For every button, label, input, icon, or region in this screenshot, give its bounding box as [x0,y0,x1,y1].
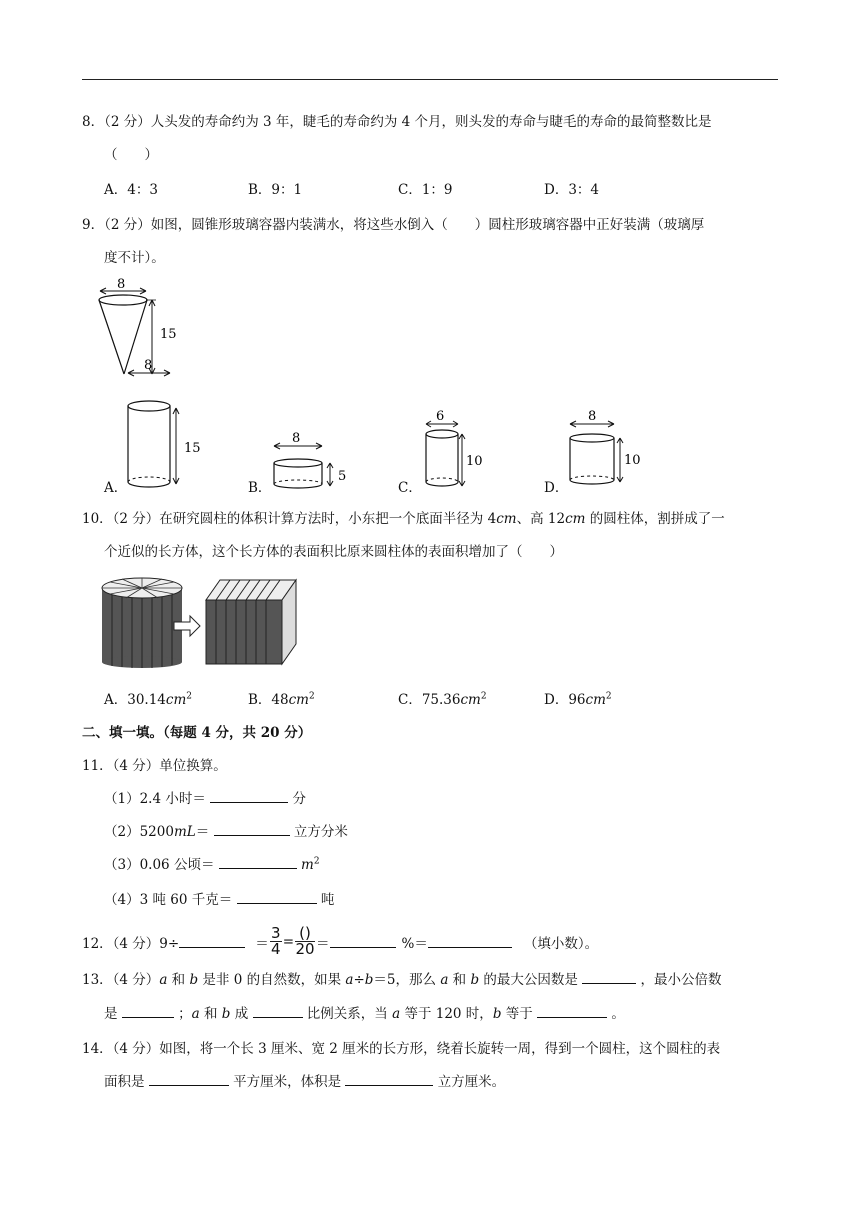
q10-stem-line2: 个近似的长方体，这个长方体的表面积比原来圆柱体的表面积增加了（ ） [104,544,563,560]
q9-option-c[interactable]: C． [398,480,422,496]
q14-stem: 14．（4 分）如图，将一个长 3 厘米、宽 2 厘米的长方形，绕着长旋转一周，得到一个圆柱，这个圆柱的表 [82,1041,721,1057]
q13-stem: 13．（4 分）a 和 b 是非 0 的自然数，如果 a÷b＝5，那么 a 和 b 的最大公因数是 ，最小公倍数 [82,972,722,988]
q9-option-b[interactable]: B． [248,480,272,496]
q9-option-a[interactable]: A． [104,480,128,496]
q9-option-d[interactable]: D． [544,480,569,496]
q11-item-1: （1）2.4 小时＝ 分 [104,791,306,807]
answer-blank[interactable] [214,823,290,836]
answer-blank[interactable] [219,856,297,869]
q11-stem: 11．（4 分）单位换算。 [82,758,227,774]
cone-diameter-label: 8 [117,277,126,292]
q10-option-d[interactable]: D．$96cm^2$ [544,691,612,708]
q8-stem: 8．（2 分）人头发的寿命约为 3 年，睫毛的寿命约为 4 个月，则头发的寿命与睫毛的寿命的最简整数比是 [82,114,712,130]
svg-text:5: 5 [338,469,347,484]
cylinder-d-figure [564,410,654,492]
q8-option-a[interactable]: A．4：3 [104,182,158,198]
svg-text:8: 8 [144,358,153,373]
q8-paren: （ ） [104,147,158,163]
svg-text:8: 8 [292,431,301,446]
q8-option-c[interactable]: C．1：9 [398,182,453,198]
q11-item-3: （3）0.06 公顷＝ $m^2$ [104,856,320,873]
q11-item-4: （4）3 吨 60 千克＝ 吨 [104,892,335,908]
q9-stem: 9．（2 分）如图，圆锥形玻璃容器内装满水，将这些水倒入（ ）圆柱形玻璃容器中正好装满（玻璃厚 [82,217,705,233]
answer-blank[interactable] [210,790,288,803]
svg-text:10: 10 [624,453,641,468]
answer-blank[interactable] [122,1005,174,1018]
answer-blank[interactable] [428,935,512,948]
q8-option-b[interactable]: B．9：1 [248,182,303,198]
section-2-heading: 二、填一填。（每题 4 分，共 20 分） [82,725,312,741]
answer-blank[interactable] [179,935,245,948]
header-rule [82,79,778,80]
svg-text:6: 6 [436,409,445,424]
cylinder-b-figure [268,430,358,494]
cone-height-label: 15 [160,327,177,342]
fraction-blank-20: () 20 [295,924,315,958]
q10-option-a[interactable]: A．$30.14cm^2$ [104,691,193,708]
answer-blank[interactable] [253,1005,303,1018]
q13-stem-line2: 是 ；a 和 b 成 比例关系，当 a 等于 120 时，b 等于 。 [104,1006,625,1022]
q8-option-d[interactable]: D．3：4 [544,182,600,198]
q10-option-c[interactable]: C．$75.36cm^2$ [398,691,487,708]
q9-stem-line2: 度不计）。 [104,250,165,266]
answer-blank[interactable] [149,1073,229,1086]
fraction-3-4: 3 4 [270,924,281,958]
answer-blank[interactable] [330,935,396,948]
cylinder-to-cuboid-figure [96,572,306,672]
answer-blank[interactable] [582,971,636,984]
cylinder-a-figure [122,356,212,490]
answer-blank[interactable] [345,1073,433,1086]
svg-text:15: 15 [184,441,201,456]
q11-item-2: （2）5200mL＝ 立方分米 [104,824,348,840]
q10-option-b[interactable]: B．$48cm^2$ [248,691,315,708]
q14-stem-line2: 面积是 平方厘米，体积是 立方厘米。 [104,1074,506,1090]
answer-blank[interactable] [537,1005,607,1018]
q12-stem: 12．（4 分）9÷ ＝ 3 4 = () 20 ＝ %＝ （填小数）。 [82,924,599,958]
answer-blank[interactable] [237,891,317,904]
cylinder-c-figure [420,410,500,492]
svg-text:8: 8 [588,409,597,424]
svg-text:10: 10 [466,454,483,469]
q10-stem: 10．（2 分）在研究圆柱的体积计算方法时，小东把一个底面半径为 4cm、高 12cm 的圆柱体，割拼成了一 [82,511,725,527]
